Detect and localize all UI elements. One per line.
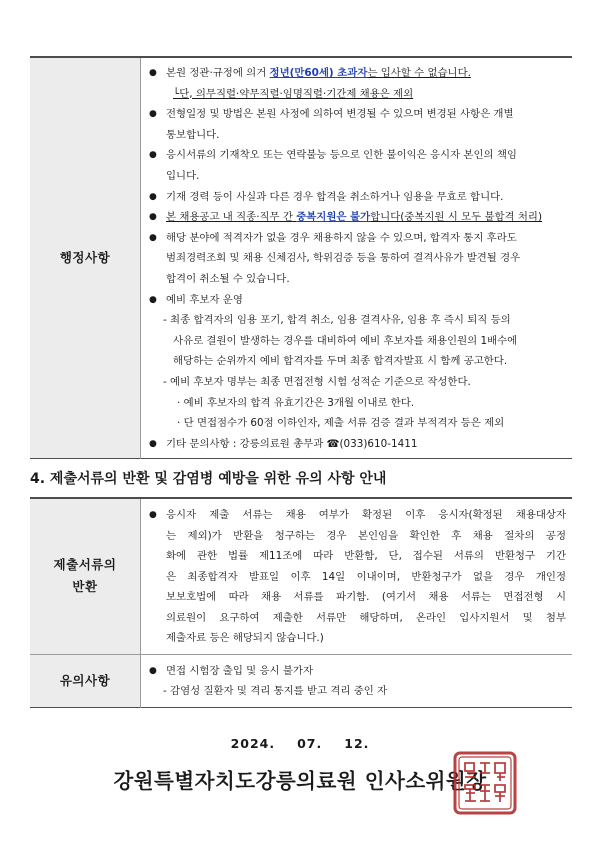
admin-item-duplicate: ● 본 채용공고 내 직종·직무 간 중복지원은 불가합니다(중복지원 시 모두 불합격 처리) <box>149 207 566 228</box>
reserve-detail-2: - 예비 후보자 명부는 최종 면접전형 시험 성적순 기준으로 작성한다. <box>163 375 471 388</box>
reserve-exclusion: · 단 면접점수가 60점 이하인자, 제출 서류 검증 결과 부적격자 등은 제외 <box>177 417 505 430</box>
return-label: 제출서류의 반환 <box>30 498 141 654</box>
admin-item-reserve: ● 예비 후보자 운영 <box>149 290 566 311</box>
admin-item-retirement: ● 본원 정관·규정에 의거 정년(만60세) 초과자는 입사할 수 없습니다. <box>149 63 566 84</box>
admin-item-false-career: ● 기재 경력 등이 사실과 다른 경우 합격을 취소하거나 임용을 무효로 합니다. <box>149 187 566 208</box>
return-line-4: 은 최종합격자 발표일 이후 14일 이내이며, 반환청구가 없을 경우 개인정 <box>166 570 566 583</box>
admin-item-document-error: ● 응시서류의 기재착오 또는 연락불능 등으로 인한 불이익은 응시자 본인의 책임 <box>149 145 566 166</box>
reserve-validity: · 예비 후보자의 합격 유효기간은 3개월 이내로 한다. <box>177 396 415 409</box>
duplicate-highlight: 중복지원은 불가 <box>296 211 371 224</box>
admin-label: 행정사항 <box>30 57 141 459</box>
notes-label: 유의사항 <box>30 654 141 707</box>
return-line-2: 는 제외)가 반환을 청구하는 경우 본인임을 확인한 후 채용 절차의 공정 <box>166 529 566 542</box>
return-content <box>141 498 573 654</box>
reserve-detail-1: - 최종 합격자의 임용 포기, 합격 취소, 임용 결격사유, 임용 후 즉시 퇴직 등의 <box>163 314 511 327</box>
return-line-3: 화에 관한 법률 제11조에 따라 반환함, 단, 접수된 서류의 반환청구 기간 <box>166 550 566 562</box>
issuer-signature: 강원특별자치도강릉의료원 인사소위원장 <box>113 769 487 793</box>
admin-table <box>30 56 572 459</box>
return-line-7: 제출자료 등은 해당되지 않습니다.) <box>166 632 324 644</box>
admin-item-no-candidate: ● 해당 분야에 적격자가 없을 경우 채용하지 않을 수 있으며, 합격자 통지 후라도 <box>149 228 566 249</box>
admin-item-schedule: ● 전형일정 및 방법은 본원 사정에 의하여 변경될 수 있으며 변경된 사항은 개별 <box>149 104 566 125</box>
admin-item-exception: └단, 의무직렬·약무직렬·임명직렬·기간제 채용은 제외 <box>173 87 414 100</box>
admin-item-contact: ● 기타 문의사항 : 강릉의료원 총무과 ☎(033)610-1411 <box>149 434 566 455</box>
admin-item-no-candidate-cont1: 범죄경력조회 및 채용 신체검사, 학위검증 등을 통하여 결격사유가 발견될 경우 <box>166 252 521 265</box>
return-line-5: 보보호법에 따라 채용 서류를 파기함. (여기서 채용 서류는 면접전형 시 <box>166 591 566 603</box>
reserve-detail-1-cont1: 사유로 결원이 발생하는 경우를 대비하여 예비 후보자를 채용인원의 1배수에 <box>173 334 518 347</box>
admin-item-document-error-cont: 입니다. <box>166 169 200 182</box>
notes-content <box>141 654 573 707</box>
notes-line-2: - 감염성 질환자 및 격리 통지를 받고 격리 중인 자 <box>163 685 388 697</box>
notes-line-1: ● 면접 시험장 출입 및 응시 불가자 <box>149 661 566 682</box>
admin-item-no-candidate-cont2: 합격이 취소될 수 있습니다. <box>166 272 290 285</box>
admin-item-schedule-cont: 통보합니다. <box>166 128 220 141</box>
section-4-title: 4. 제출서류의 반환 및 감염병 예방을 위한 유의 사항 안내 <box>30 471 387 487</box>
admin-content <box>141 57 573 459</box>
return-line-6: 의료원이 요구하여 제출한 서류만 해당하며, 온라인 입사지원서 및 첨부 <box>166 611 566 624</box>
document-date: 2024. 07. 12. <box>230 736 370 751</box>
reserve-detail-1-cont2: 해당하는 순위까지 예비 합격자를 두며 최종 합격자발표 시 함께 공고한다. <box>173 355 508 368</box>
official-seal-icon <box>453 751 517 815</box>
return-notes-table <box>30 497 572 708</box>
return-line-1: ● 응시자 제출 서류는 채용 여부가 확정된 이후 응시자(확정된 채용대상자 <box>149 505 566 526</box>
retirement-highlight: 정년(만60세) 초과자 <box>269 67 368 79</box>
